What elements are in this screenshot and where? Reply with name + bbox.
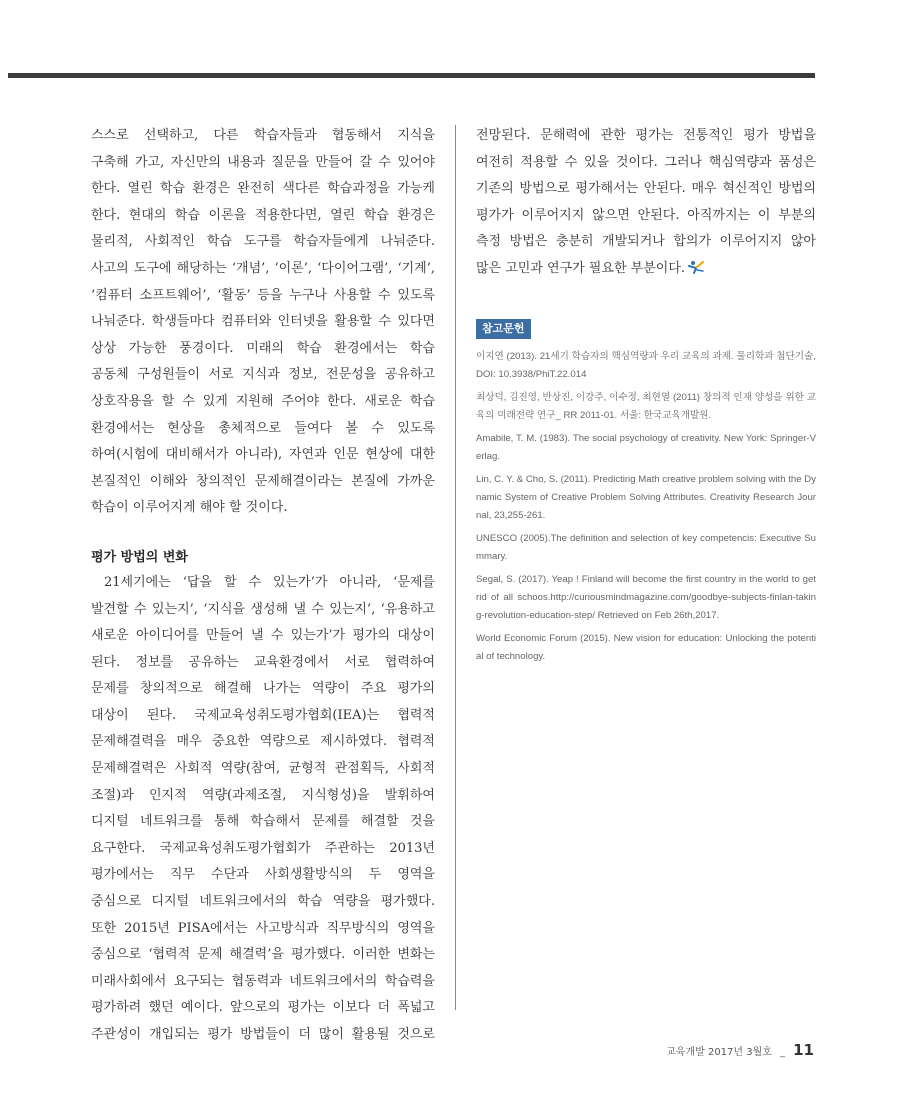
page-number: 11 [793,1041,814,1059]
text-line-content: 많은 고민과 연구가 필요한 부분이다. [476,260,686,276]
text-line: 기존의 방법으로 평가해서는 안된다. 매우 혁신적인 방법의 [476,181,816,197]
section-heading: 평가 방법의 변화 [91,549,188,565]
text-line: 상호작용을 할 수 있게 지원해 주어야 한다. 새로운 학습 [91,393,435,409]
reference-item: Amabile, T. M. (1983). The social psychology of creativity. New York: Springer-Verlag. [476,432,816,462]
text-line: 사고의 도구에 해당하는 ‘개념’, ‘이론’, ‘다이어그램’, ‘기계’, [91,260,435,276]
page-footer [666,1040,814,1059]
text-line: 조절)과 인지적 역량(과제조절, 지식형성)을 발휘하여 [91,787,435,803]
text-line: 본질적인 이해와 창의적인 문제해결이라는 본질에 가까운 [91,473,435,489]
text-line: 한다. 현대의 학습 이론을 적용한다면, 열린 학습 환경은 [91,207,435,223]
closing-paragraph [476,123,816,283]
top-rule [8,73,815,78]
text-line: 평가하려 했던 예이다. 앞으로의 평가는 이보다 더 폭넓고 [91,1000,435,1016]
text-line: 상상 가능한 풍경이다. 미래의 학습 환경에서는 학습 [91,340,435,356]
column-divider [455,125,456,1010]
text-line: 평가가 이루어지지 않으면 안된다. 아직까지는 이 부분의 [476,207,816,223]
left-column [91,123,435,1049]
text-line: 요구한다. 국제교육성취도평가협회가 주관하는 2013년 [91,840,435,856]
text-line [476,256,816,283]
text-line: 문제를 창의적으로 해결해 나가는 역량이 주요 평가의 [91,681,435,697]
right-column [476,123,816,671]
text-line: 대상이 된다. 국제교육성취도평가협회(IEA)는 협력적 [91,707,435,723]
text-line: 한다. 열린 학습 환경은 완전히 색다른 학습과정을 가능케 [91,181,435,197]
text-line: 문제해결력은 사회적 역량(참여, 균형적 관점획득, 사회적 [91,761,435,777]
text-line: 된다. 정보를 공유하는 교육환경에서 서로 협력하여 [91,654,435,670]
reference-item: Lin, C. Y. & Cho, S. (2011). Predicting Math creative problem solving with the Dynamic System of Creative Problem Solving Attributes. Creativity Research Journal, 23,255-261. [476,473,816,521]
references-label: 참고문헌 [476,319,531,339]
reference-item: 이지연 (2013). 21세기 학습자의 핵심역량과 우리 교육의 과제. 물리학과 첨단기술, DOI: 10.3938/PhiT.22.014 [476,350,816,380]
text-line: 공동체 구성원들이 서로 지식과 정보, 전문성을 공유하고 [91,367,435,383]
end-of-article-logo-icon [688,260,704,274]
text-line: 측정 방법은 충분히 개발되거나 합의가 이루어지지 않아 [476,234,816,250]
reference-item: UNESCO (2005).The definition and selection of key competencis: Executive Summary. [476,532,816,562]
text-line: 평가에서는 직무 수단과 사회생활방식의 두 영역을 [91,867,435,883]
intro-paragraph [91,123,435,522]
references-list [476,348,816,666]
text-line: 또한 2015년 PISA에서는 사고방식과 직무방식의 영역을 [91,920,435,936]
text-line: 여전히 적용할 수 있을 것이다. 그러나 핵심역량과 품성은 [476,154,816,170]
text-line: 새로운 아이디어를 만들어 낼 수 있는가’가 평가의 대상이 [91,628,435,644]
text-line: 문제해결력을 매우 중요한 역량으로 제시하였다. 협력적 [91,734,435,750]
text-line: 스스로 선택하고, 다른 학습자들과 협동해서 지식을 [91,128,435,143]
footer-separator: _ [780,1047,786,1058]
text-line: 학습이 이루어지게 해야 할 것이다. [91,500,288,516]
reference-item: 최상덕, 김진영, 반상진, 이강주, 이수정, 최현열 (2011) 창의적 인재 양성을 위한 교육의 미래전략 연구_ RR 2011-01. 서울: 한국교육개발원. [476,391,816,421]
text-line: 주관성이 개입되는 평가 방법들이 더 많이 활용될 것으로 [91,1027,435,1042]
text-line: 중심으로 ‘협력적 문제 해결력’을 평가했다. 이러한 변화는 [91,947,435,963]
text-line: 미래사회에서 요구되는 협동력과 네트워크에서의 학습력을 [91,973,435,989]
reference-item: World Economic Forum (2015). New vision for education: Unlocking the potential of technology. [476,632,816,662]
text-line: 환경에서는 현상을 총체적으로 들여다 볼 수 있도록 [91,420,435,436]
text-line: 디지털 네트워크를 통해 학습해서 문제를 해결할 것을 [91,814,435,830]
text-line: 나눠준다. 학생들마다 컴퓨터와 인터넷을 활용할 수 있다면 [91,314,435,330]
text-line: 구축해 가고, 자신만의 내용과 질문을 만들어 갈 수 있어야 [91,154,435,170]
publication-title: 교육개발 2017년 3월호 [666,1047,772,1058]
text-line: 발견할 수 있는지’, ‘지식을 생성해 낼 수 있는지’, ‘유용하고 [91,601,435,617]
text-line: 물리적, 사회적인 학습 도구를 학습자들에게 나눠준다. [91,234,435,250]
text-line: ‘컴퓨터 소프트웨어’, ‘활동’ 등을 누구나 사용할 수 있도록 [91,287,435,303]
section-paragraph [91,570,435,1049]
text-line: 하여(시험에 대비해서가 아니라), 자연과 인문 현상에 대한 [91,447,435,463]
text-line: 21세기에는 ‘답을 할 수 있는가’가 아니라, ‘문제를 [104,574,435,590]
text-line: 중심으로 디지털 네트워크에서의 학습 역량을 평가했다. [91,894,435,910]
reference-item: Segal, S. (2017). Yeap ! Finland will become the first country in the world to get rid of all schoos.http://curiousmindmagazine.com/goodbye-subjects-finlan-taking-revolution-education-step/ Retrieved on Feb 26th,2017. [476,573,816,621]
text-line: 전망된다. 문해력에 관한 평가는 전통적인 평가 방법을 [476,128,816,143]
